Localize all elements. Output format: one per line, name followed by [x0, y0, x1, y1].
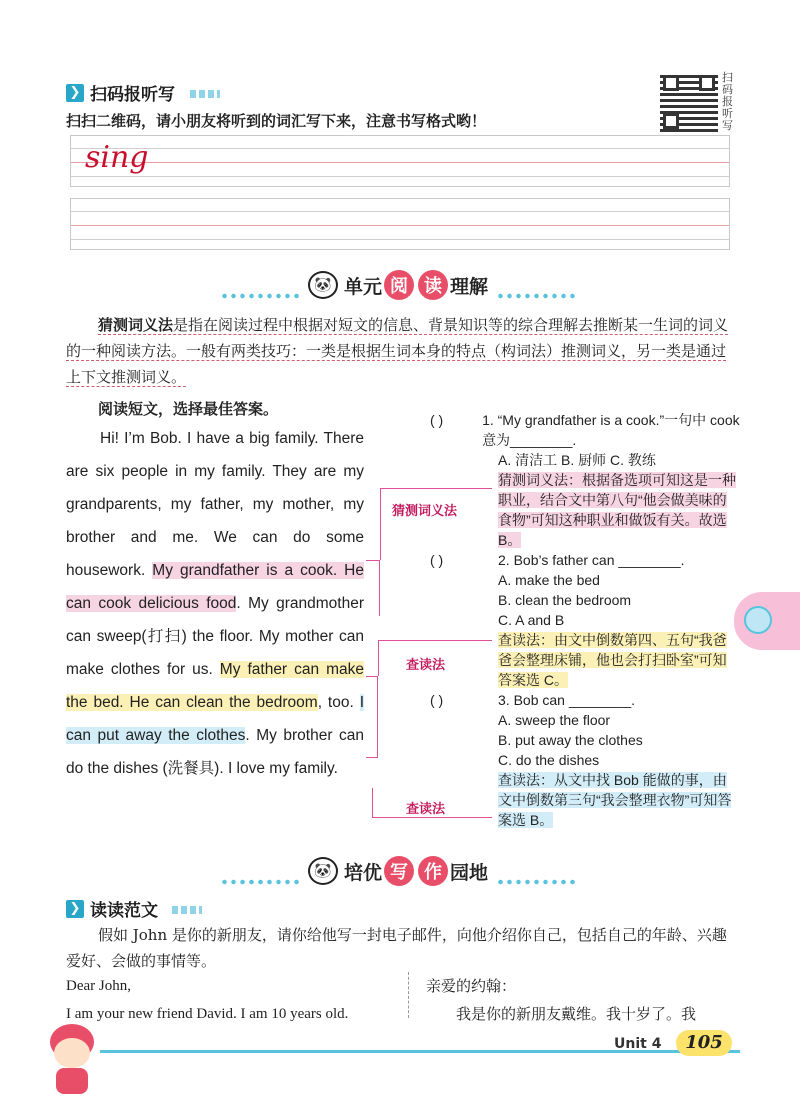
connector-1	[366, 560, 380, 616]
question-3-explanation: 查读法：从文中找 Bob 能做的事，由文中倒数第三句“我会整理衣物”可知答案选 B。	[498, 772, 732, 828]
question-2-option-c: C. A and B	[498, 612, 565, 628]
page-number: 105	[676, 1030, 732, 1056]
letter-english	[66, 972, 348, 1028]
banner-char-1: 阅	[384, 270, 414, 300]
story-text	[66, 422, 364, 785]
mascot-icon	[744, 606, 772, 634]
story-part: . My grandmother can sweep(打扫) the floor. My mother can make clothes for us.	[66, 595, 364, 678]
question-3	[430, 690, 740, 830]
banner-text-pre: 培优	[344, 861, 383, 884]
writing-banner	[220, 856, 576, 886]
mascot-icon	[40, 1024, 102, 1096]
heading-decoration	[190, 90, 220, 98]
letter-en-greeting: Dear John,	[66, 978, 131, 994]
footer-unit: Unit 4	[614, 1036, 662, 1052]
banner-text-pre: 单元	[344, 275, 383, 298]
letter-cn-greeting: 亲爱的约翰：	[426, 977, 517, 995]
banner-char-1: 写	[384, 856, 414, 886]
chevron-right-icon: ❯	[66, 900, 84, 918]
strategy-label-1: 猜测词义法	[392, 504, 458, 519]
question-3-option-c: C. do the dishes	[498, 752, 600, 768]
strategy-label-3: 查读法	[406, 802, 446, 817]
question-3-option-b: B. put away the clothes	[498, 732, 643, 748]
question-2-option-b: B. clean the bedroom	[498, 592, 632, 608]
letter-cn-line: 我是你的新朋友戴维。我十岁了。我	[456, 1005, 697, 1023]
reading-banner	[220, 270, 576, 300]
model-essay-heading	[66, 896, 158, 921]
listen-instruction: 扫扫二维码，请小朋友将听到的词汇写下来，注意书写格式哟！	[66, 112, 487, 130]
panda-icon: 🐼	[308, 857, 338, 885]
banner-char-2: 读	[418, 270, 448, 300]
question-3-stem: 3. Bob can ________.	[498, 692, 636, 708]
strategy-label-2: 查读法	[406, 658, 446, 673]
question-1	[430, 410, 740, 550]
question-2-stem: 2. Bob’s father can ________.	[498, 552, 685, 568]
story-part: . My brother can do the dishes (洗餐具). I love my family.	[66, 727, 364, 777]
qr-label: 扫码报听写	[722, 71, 733, 132]
reading-task: 阅读短文，选择最佳答案。	[98, 400, 279, 418]
writing-lines-1[interactable]	[70, 135, 730, 187]
qr-code-icon[interactable]	[660, 72, 718, 132]
panda-icon: 🐼	[308, 271, 338, 299]
banner-text-post: 理解	[450, 275, 489, 298]
story-highlight-1: My grandfather is a cook. He can cook delicious food	[66, 562, 364, 612]
intro-text: 是指在阅读过程中根据对短文的信息、背景知识等的综合理解去推断某一生词的词义的一种阅读方法。一般有两类技巧：一类是根据生词本身的特点（构词法）推测词义，另一类是通过上下文推测词义。	[66, 316, 729, 386]
side-tab	[734, 592, 800, 650]
letter-chinese	[426, 972, 736, 1028]
handwritten-word: sing	[85, 140, 149, 175]
writing-prompt: 假如 John 是你的新朋友，请你给他写一封电子邮件，向他介绍你自己，包括自己的年龄、兴趣爱好、会做的事情等。	[66, 926, 727, 970]
question-1-options: A. 清洁工 B. 厨师 C. 教练	[498, 452, 656, 468]
chevron-right-icon: ❯	[66, 84, 84, 102]
answer-blank-3[interactable]: ( )	[430, 692, 444, 708]
story-part: Hi! I’m Bob. I have a big family. There are six people in my family. They are my grandparents, my father, my mother, my brother and me. We can do some housework.	[66, 430, 364, 579]
reading-intro	[66, 312, 734, 390]
writing-lines-2[interactable]	[70, 198, 730, 250]
answer-blank-2[interactable]: ( )	[430, 552, 444, 568]
model-essay-heading-text: 读读范文	[90, 901, 158, 921]
story-highlight-2: My father can make the bed. He can clean the bedroom	[66, 661, 364, 711]
intro-term: 猜测词义法	[98, 316, 174, 334]
question-3-option-a: A. sweep the floor	[498, 712, 611, 728]
heading-decoration	[172, 906, 202, 914]
question-2-explanation: 查读法：由文中倒数第四、五句“我爸爸会整理床铺，他也会打扫卧室”可知答案选 C。	[498, 632, 727, 688]
banner-char-2: 作	[418, 856, 448, 886]
listen-section-heading	[66, 80, 175, 105]
question-2-option-a: A. make the bed	[498, 572, 600, 588]
question-2	[430, 550, 740, 690]
answer-blank-1[interactable]: ( )	[430, 412, 444, 428]
listen-heading-text: 扫码报听写	[90, 85, 175, 105]
banner-text-post: 园地	[450, 861, 489, 884]
story-highlight-3: I can put away the clothes	[66, 694, 364, 744]
question-1-stem: 1. “My grandfather is a cook.”一句中 cook 意为________.	[482, 412, 740, 448]
question-1-explanation: 猜测词义法：根据备选项可知这是一种职业，结合文中第八句“他会做美味的食物”可知这种职业和做饭有关。故选 B。	[498, 472, 736, 548]
letter-en-line: I am your new friend David. I am 10 years old.	[66, 1006, 349, 1022]
connector-2	[366, 676, 378, 758]
letter-divider	[408, 972, 409, 1018]
story-part: , too.	[317, 694, 360, 711]
